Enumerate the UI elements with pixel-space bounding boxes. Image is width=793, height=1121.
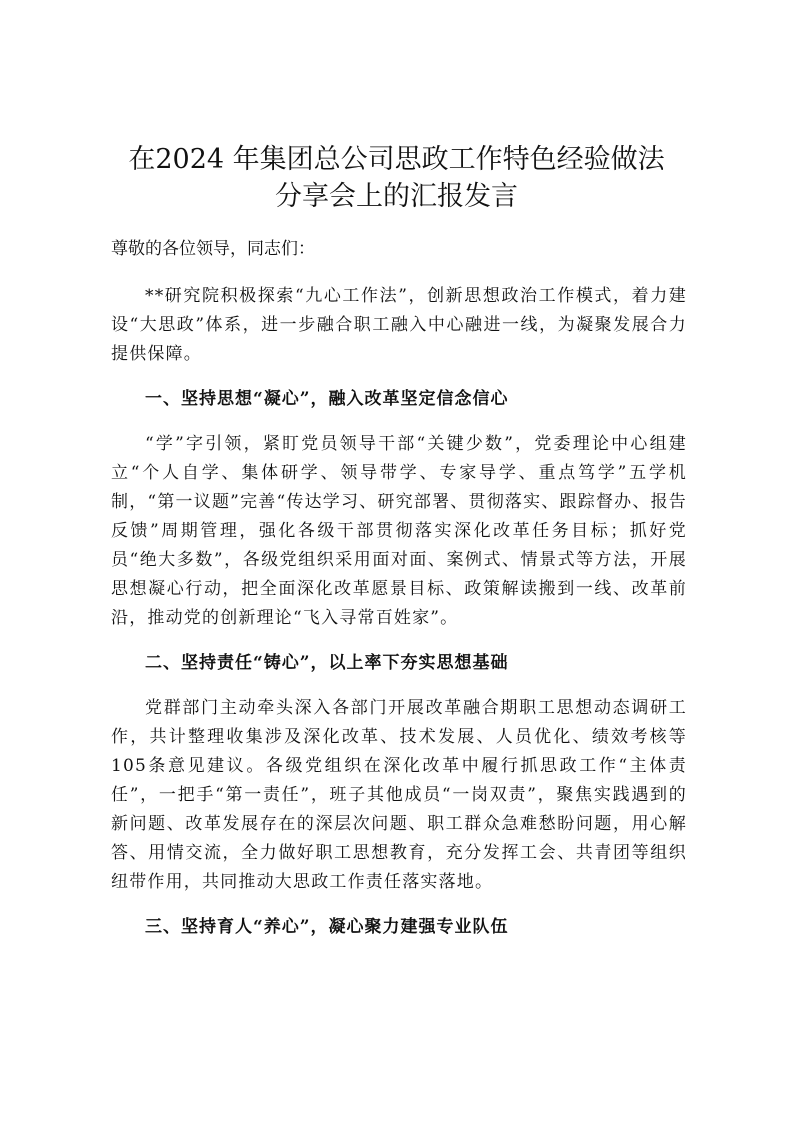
section-heading-3: 三、坚持育人“养心”，凝心聚力建强专业队伍 xyxy=(145,917,509,937)
document-body xyxy=(111,282,687,958)
intro-paragraph: **研究院积极探索“九心工作法”，创新思想政治工作模式，着力建设“大思政”体系，进一步融合职工融入中心融进一线，为凝聚发展合力提供保障。 xyxy=(111,286,687,364)
salutation: 尊敬的各位领导，同志们： xyxy=(111,239,315,259)
section-body-1: “学”字引领，紧盯党员领导干部“关键少数”，党委理论中心组建立“个人自学、集体研学、领导带学、专家导学、重点笃学”五学机制，“第一议题”完善“传达学习、研究部署、贯彻落实、跟踪督办、报告反馈”周期管理，强化各级干部贯彻落实深化改革任务目标；抓好党员“绝大多数”，各级党组织采用面对面、案例式、情景式等方法，开展思想凝心行动，把全面深化改革愿景目标、政策解读搬到一线、改革前沿，推动党的创新理论“飞入寻常百姓家”。 xyxy=(111,434,687,628)
document-title xyxy=(60,141,733,215)
section-heading-2: 二、坚持责任“铸心”，以上率下夯实思想基础 xyxy=(145,653,509,673)
section-body-2: 党群部门主动牵头深入各部门开展改革融合期职工思想动态调研工作，共计整理收集涉及深化改革、技术发展、人员优化、绩效考核等105条意见建议。各级党组织在深化改革中履行抓思政工作“主体责任”，一把手“第一责任”，班子其他成员“一岗双责”，聚焦实践遇到的新问题、改革发展存在的深层次问题、职工群众急难愁盼问题，用心解答、用情交流，全力做好职工思想教育，充分发挥工会、共青团等组织纽带作用，共同推动大思政工作责任落实落地。 xyxy=(111,698,687,892)
section-heading-1: 一、坚持思想“凝心”，融入改革坚定信念信心 xyxy=(145,389,509,409)
title-line-2: 分享会上的汇报发言 xyxy=(275,181,518,212)
title-line-1: 在2024 年集团总公司思政工作特色经验做法 xyxy=(128,144,665,175)
